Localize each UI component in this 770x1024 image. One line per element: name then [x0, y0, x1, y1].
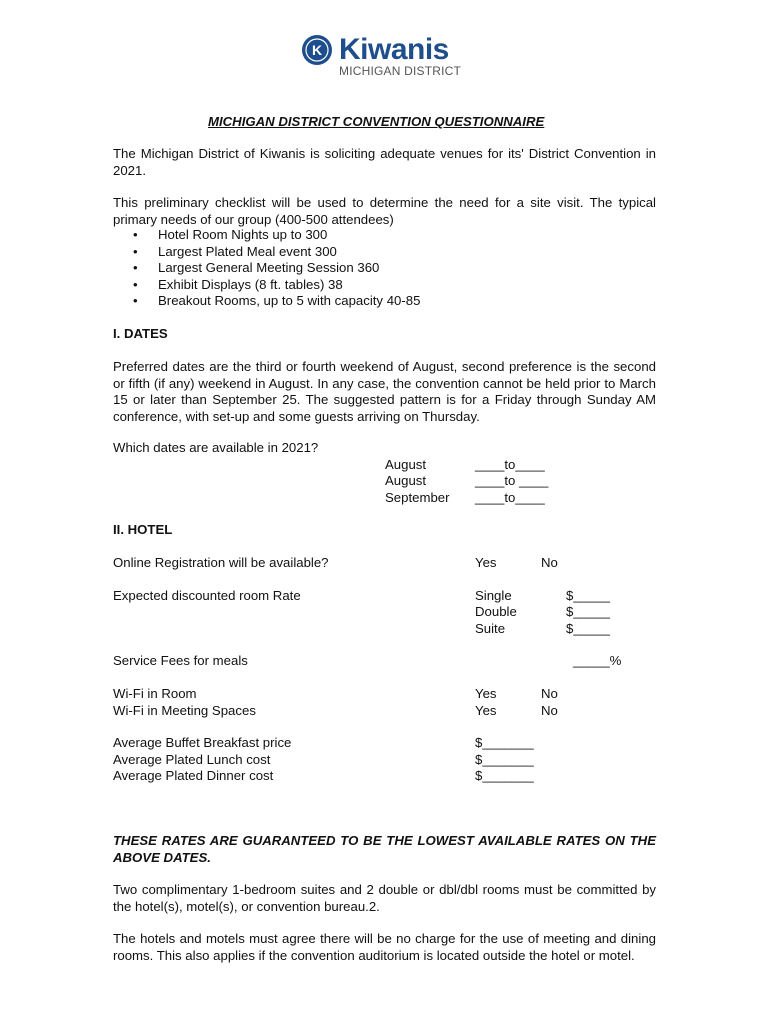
date-month-label: August	[385, 473, 427, 488]
list-item: • Hotel Room Nights up to 300	[133, 227, 328, 242]
hotel-heading: II. HOTEL	[113, 522, 173, 537]
dates-heading: I. DATES	[113, 326, 168, 341]
room-rate-label: Expected discounted room Rate	[113, 588, 301, 603]
wifi-room-yes-option[interactable]: Yes	[475, 686, 497, 701]
bullet: •	[133, 293, 138, 308]
kiwanis-seal-icon	[301, 34, 333, 66]
rate-blank-field[interactable]: $_____	[566, 621, 611, 636]
meal-label: Average Plated Dinner cost	[113, 768, 274, 783]
meal-blank-field[interactable]: $_______	[475, 735, 534, 750]
online-yes-option[interactable]: Yes	[475, 555, 497, 570]
wifi-room-label: Wi-Fi in Room	[113, 686, 197, 701]
dates-question: Which dates are available in 2021?	[113, 440, 319, 455]
list-item: • Largest Plated Meal event 300	[133, 243, 337, 259]
rates-guarantee-statement: THESE RATES ARE GUARANTEED TO BE THE LOWEST AVAILABLE RATES ON THE ABOVE DATES.	[113, 833, 656, 865]
online-registration-label: Online Registration will be available?	[113, 555, 329, 570]
rate-type-label: Suite	[475, 621, 506, 636]
meal-blank-field[interactable]: $_______	[475, 768, 534, 783]
checklist-intro: This preliminary checklist will be used to determine the need for a site visit. The typical primary needs of our group (400-500 attendees)	[113, 195, 656, 227]
date-blank-field[interactable]: ____to ____	[475, 473, 549, 488]
no-charge-paragraph: The hotels and motels must agree there will be no charge for the use of meeting and dining rooms. This also applies if the convention auditorium is located outside the hotel or motel.	[113, 931, 656, 963]
list-item: • Breakout Rooms, up to 5 with capacity 40-85	[133, 293, 421, 308]
service-fees-blank-field[interactable]: _____%	[573, 653, 622, 668]
rate-type-label: Double	[475, 604, 517, 619]
wifi-room-no-option[interactable]: No	[541, 686, 558, 701]
kiwanis-logo	[301, 30, 471, 80]
meal-label: Average Buffet Breakfast price	[113, 735, 292, 750]
date-blank-field[interactable]: ____to____	[475, 490, 545, 505]
dates-paragraph: Preferred dates are the third or fourth weekend of August, second preference is the second or fifth (if any) weekend in August. In any case, the convention cannot be held prior to March 15 or later than September 25. The suggested pattern is for a Friday through Sunday AM conference, with set-up and some guests arriving on Thursday.	[113, 359, 656, 424]
bullet: •	[133, 243, 138, 259]
online-no-option[interactable]: No	[541, 555, 558, 570]
logo-subtitle: MICHIGAN DISTRICT	[339, 64, 462, 78]
date-month-label: September	[385, 490, 450, 505]
logo-wordmark: Kiwanis	[339, 33, 449, 66]
list-item: • Largest General Meeting Session 360	[133, 260, 380, 275]
bullet: •	[133, 227, 138, 242]
seal-letter: K	[311, 42, 323, 58]
service-fees-label: Service Fees for meals	[113, 653, 248, 668]
wifi-meeting-yes-option[interactable]: Yes	[475, 703, 497, 718]
document-title: MICHIGAN DISTRICT CONVENTION QUESTIONNAIRE	[208, 114, 545, 129]
meal-label: Average Plated Lunch cost	[113, 752, 271, 767]
needs-list	[113, 227, 420, 310]
rate-blank-field[interactable]: $_____	[566, 604, 611, 619]
list-item: • Exhibit Displays (8 ft. tables) 38	[133, 276, 343, 292]
intro-paragraph: The Michigan District of Kiwanis is soliciting adequate venues for its' District Convention in 2021.	[113, 146, 656, 178]
rate-blank-field[interactable]: $_____	[566, 588, 611, 603]
bullet: •	[133, 260, 138, 275]
date-month-label: August	[385, 457, 427, 472]
meal-blank-field[interactable]: $_______	[475, 752, 534, 767]
wifi-meeting-no-option[interactable]: No	[541, 703, 558, 718]
wifi-meeting-label: Wi-Fi in Meeting Spaces	[113, 703, 256, 718]
bullet: •	[133, 276, 138, 292]
suites-paragraph: Two complimentary 1-bedroom suites and 2 double or dbl/dbl rooms must be committed by the hotel(s), motel(s), or convention bureau.2.	[113, 882, 656, 914]
date-blank-field[interactable]: ____to____	[475, 457, 545, 472]
rate-type-label: Single	[475, 588, 512, 603]
